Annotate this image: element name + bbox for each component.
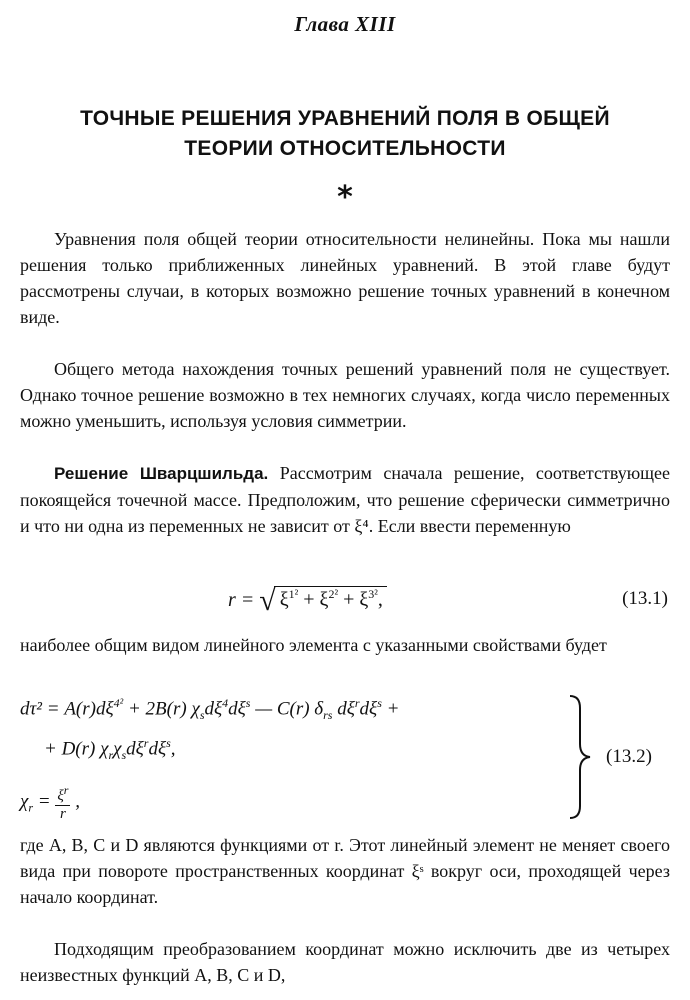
- equation-13-1: [0, 578, 690, 622]
- equation-13-2: [0, 694, 690, 826]
- right-brace-icon: [568, 694, 594, 820]
- chapter-title-line-2: ТЕОРИИ ОТНОСИТЕЛЬНОСТИ: [184, 137, 506, 160]
- equation-13-2-line-2: + D(r) $\chi_r\chi_sd\xi^rd\xi^s$,: [44, 736, 176, 763]
- equation-13-1-number: (13.1): [622, 588, 668, 609]
- paragraph-1: Уравнения поля общей теории относительности нелинейны. Пока мы нашли решения только приближенных линейных уравнений. В этой главе будут рассмотрены случаи, в которых возможно решение точных уравнений в конечном виде.: [20, 229, 670, 327]
- paragraph-5: где A, B, C и D являются функциями от r. Этот линейный элемент не меняет своего вида при повороте пространственных координат ξˢ вокруг оси, проходящей через начало координат.: [20, 835, 670, 907]
- equation-13-2-line-1: $d\tau^2 = A(r)d\xi^{4^2} + 2B(r)$ $\chi_sd\xi^4d\xi^s$ — C(r) $\delta_{rs}$ $d\xi^rd\xi^s$ +: [20, 696, 400, 723]
- chapter-heading: Глава XIII: [294, 12, 396, 36]
- paragraph-3-text: Рассмотрим сначала решение, соответствующее покоящейся точечной массе. Предположим, что решение сферически симметрично и что ни одна из переменных не зависит от ξ⁴. Если ввести переменную: [20, 463, 670, 536]
- paragraph-6: Подходящим преобразованием координат можно исключить две из четырех неизвестных функций A, B, C и D,: [20, 939, 670, 985]
- equation-13-2-number: (13.2): [606, 746, 652, 767]
- chapter-title: [0, 104, 690, 164]
- paragraph-4: наиболее общим видом линейного элемента с указанными свойствами будет: [20, 635, 607, 655]
- paragraph-2: Общего метода нахождения точных решений уравнений поля не существует. Однако точное решение возможно в тех немногих случаях, когда число переменных можно уменьшить, используя условия симметрии.: [20, 359, 670, 431]
- section-heading-schwarzschild: Решение Шварцшильда.: [54, 464, 269, 483]
- equation-13-1-formula: r = √ $\xi^{1^2} + \xi^{2^2} + \xi^{3^2}$,: [228, 584, 387, 618]
- asterisk-ornament-icon: *: [337, 180, 353, 215]
- paragraph-3: [20, 460, 670, 539]
- equation-13-2-line-3: $\chi_r$ = $\frac{\xi^r}{r}$ ,: [20, 783, 80, 822]
- chapter-title-line-1: ТОЧНЫЕ РЕШЕНИЯ УРАВНЕНИЙ ПОЛЯ В ОБЩЕЙ: [80, 107, 610, 130]
